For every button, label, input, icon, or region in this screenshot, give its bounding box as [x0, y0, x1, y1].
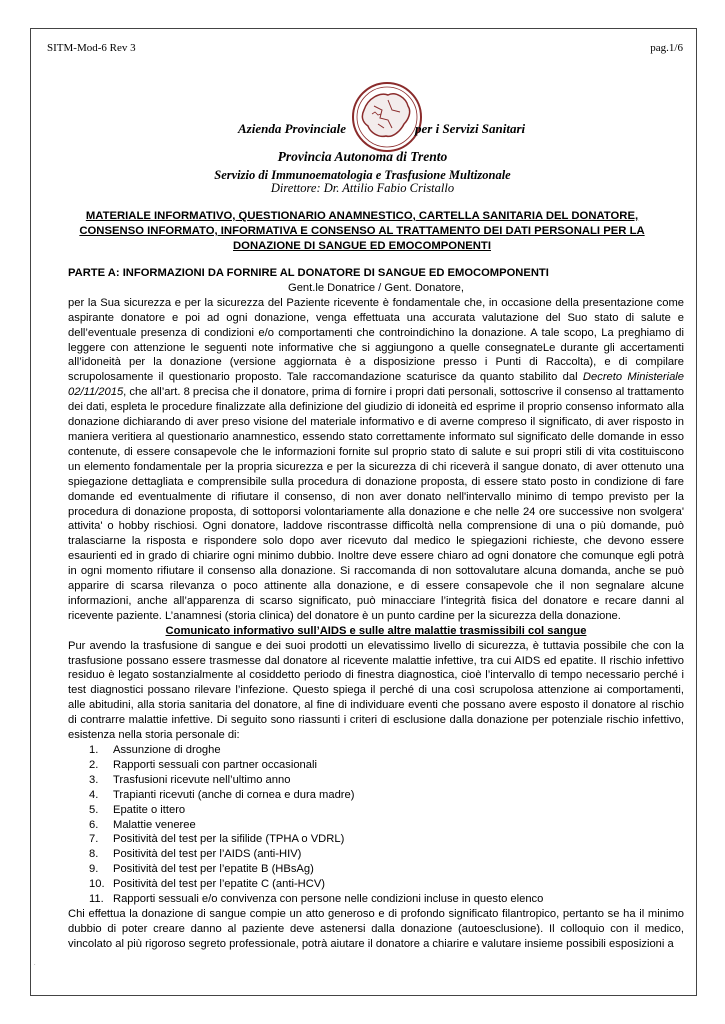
section-a-heading: PARTE A: INFORMAZIONI DA FORNIRE AL DONATORE DI SANGUE ED EMOCOMPONENTI [68, 267, 549, 279]
list-item: Trapianti ricevuti (anche di cornea e dura madre) [113, 788, 355, 801]
list-item: Malattie veneree [113, 818, 196, 831]
document-title: MATERIALE INFORMATIVO, QUESTIONARIO ANAMNESTICO, CARTELLA SANITARIA DEL DONATORE, CONSENSO INFORMATO, INFORMATIVA E CONSENSO AL TRATTAMENTO DEI DATI PERSONALI PER LA DONAZIONE DI SANGUE ED EMOCOMPONENTI [79, 210, 645, 252]
decree-reference: Decreto Ministeriale 02/11/2015 [68, 371, 685, 399]
margin-mark: . [34, 961, 36, 967]
province-name: Provincia Autonoma di Trento [277, 149, 448, 164]
list-item: Positività del test per la sifilide (TPHA o VDRL) [113, 833, 345, 846]
aids-notice-heading: Comunicato informativo sull’AIDS e sulle altre malattie trasmissibili col sangue [165, 624, 587, 637]
paragraph-intro [68, 296, 684, 624]
list-item: Trasfusioni ricevute nell’ultimo anno [113, 773, 291, 786]
page-number: pag.1/6 [650, 42, 683, 54]
list-item: Positività del test per l’epatite C (anti-HCV) [113, 878, 326, 891]
org-name-right: per i Servizi Sanitari [415, 121, 526, 136]
document-body [68, 266, 684, 952]
paragraph-intro-end: , che all’art. 8 precisa che il donatore, prima di fornire i propri dati personali, sottoscrive il consenso al trattamento dei dati, espleta le procedure finalizzate alla definizione del giudizio di idoneità ed esprime il proprio consenso informato alla donazione dichiarando di aver preso visione del materiale informativo e di averne compreso il significato, di aver risposto in maniera veritiera al questionario anamnestico, essendo stato correttamente informato sul significato delle domande in esso contenute, di essere consapevole che le informazioni fornite sul proprio stato di salute e sui propri stili di vita costituiscono un elemento fondamentale per la propria sicurezza e per la sicurezza di chi riceverà il sangue donato, di aver ottenuto una spiegazione dettagliata e comprensibile sulla procedura di donazione proposta, di essere stato posto in condizione di fare domande ed eventualmente di rifiutare il consenso, di non aver donato nell'intervallo minimo di tempo previsto per la procedura di donazione proposta, di sottoporsi volontariamente alla donazione e che nelle 24 ore successive non svolgera' attivita' o hobby rischiosi. Ogni donatore, laddove riscontrasse difficoltà nella comprensione di una o più domande, può tralasciarne la risposta e rispondere solo dopo aver ricevuto dal medico le spiegazioni richieste, che devono essere esaurienti ed in grado di chiarire ogni minimo dubbio. Inoltre deve essere chiaro ad ogni donatore che comunque egli potrà in ogni momento rifiutare il consenso alla donazione. Si raccomanda di non sottovalutare alcuna domanda, anche se può apparire di scarsa rilevanza o poco attinente alla donazione, e di essere consapevole che il non segnalare alcune informazioni, anche all’apparenza di scarso significato, può minacciare l’integrità fisica del donatore e recare danni al ricevente paziente. L’anamnesi (storia clinica) del donatore è un punto cardine per la sicurezza della donazione. [68, 386, 684, 622]
list-item: Positività del test per l’epatite B (HBsAg) [113, 863, 314, 876]
trentino-region-seal-icon [348, 80, 426, 154]
list-item: Positività del test per l’AIDS (anti-HIV) [113, 848, 302, 861]
paragraph-closing: Chi effettua la donazione di sangue compie un atto generoso e di profondo significato filantropico, pertanto se ha il minimo dubbio di poter creare danno al paziente deve astenersi dalla donazione (autoesclusione). Il colloquio con il medico, vincolato al più rigoroso segreto professionale, potrà aiutare il donatore a chiarire e valutare insieme possibili esposizioni a [68, 907, 684, 950]
document-code: SITM-Mod-6 Rev 3 [47, 42, 136, 54]
service-name: Servizio di Immunoematologia e Trasfusione Multizonale [214, 168, 511, 182]
list-item: Epatite o ittero [113, 803, 186, 816]
greeting: Gent.le Donatrice / Gent. Donatore, [288, 281, 464, 294]
paragraph-intro-start: per la Sua sicurezza e per la sicurezza del Paziente ricevente è fondamentale che, in occasione della presentazione come aspirante donatore e poi ad ogni donazione, venga effettuata una accurata valutazione del Suo stato di salute e dell’eventuale presenza di condizioni e/o comportamenti che controindichino la donazione. A tale scopo, La preghiamo di leggere con attenzione le seguenti note informative che si aggiungono a quelle consegnateLe durante gli accertamenti all’idoneità per la donazione (versione aggiornata è a disposizione presso i Punti di Raccolta), e di compilare scrupolosamente il questionario proposto. Tale raccomandazione scaturisce da quanto stabilito dal [68, 296, 684, 384]
paragraph-aids: Pur avendo la trasfusione di sangue e dei suoi prodotti un elevatissimo livello di sicurezza, è tuttavia possibile che con la trasfusione possano essere trasmesse dal donatore al ricevente malattie infettive, tra cui AIDS ed epatite. Il rischio infettivo residuo è legato sostanzialmente al cosiddetto periodo di finestra diagnostica, cioè l’intervallo di tempo necessario perché i test diagnostici possano rilevare l’infezione. Questo spiega il perché di una così scrupolosa attenzione ai comportamenti, alle abitudini, alla storia sanitaria del donatore, al fine di individuare eventi che possano avere esposto il donatore al rischio di contrarre malattie infettive. Di seguito sono riassunti i criteri di esclusione dalla donazione per potenziale rischio infettivo, esistenza nella storia personale di: [68, 639, 684, 742]
org-name-left: Azienda Provinciale [238, 121, 346, 136]
exclusion-criteria-list [68, 743, 684, 907]
list-item: Rapporti sessuali con partner occasionali [113, 758, 317, 771]
list-item: Rapporti sessuali e/o convivenza con persone nelle condizioni incluse in questo elenco [113, 893, 544, 906]
director-name: Direttore: Dr. Attilio Fabio Cristallo [270, 181, 455, 195]
list-item: Assunzione di droghe [113, 744, 221, 756]
